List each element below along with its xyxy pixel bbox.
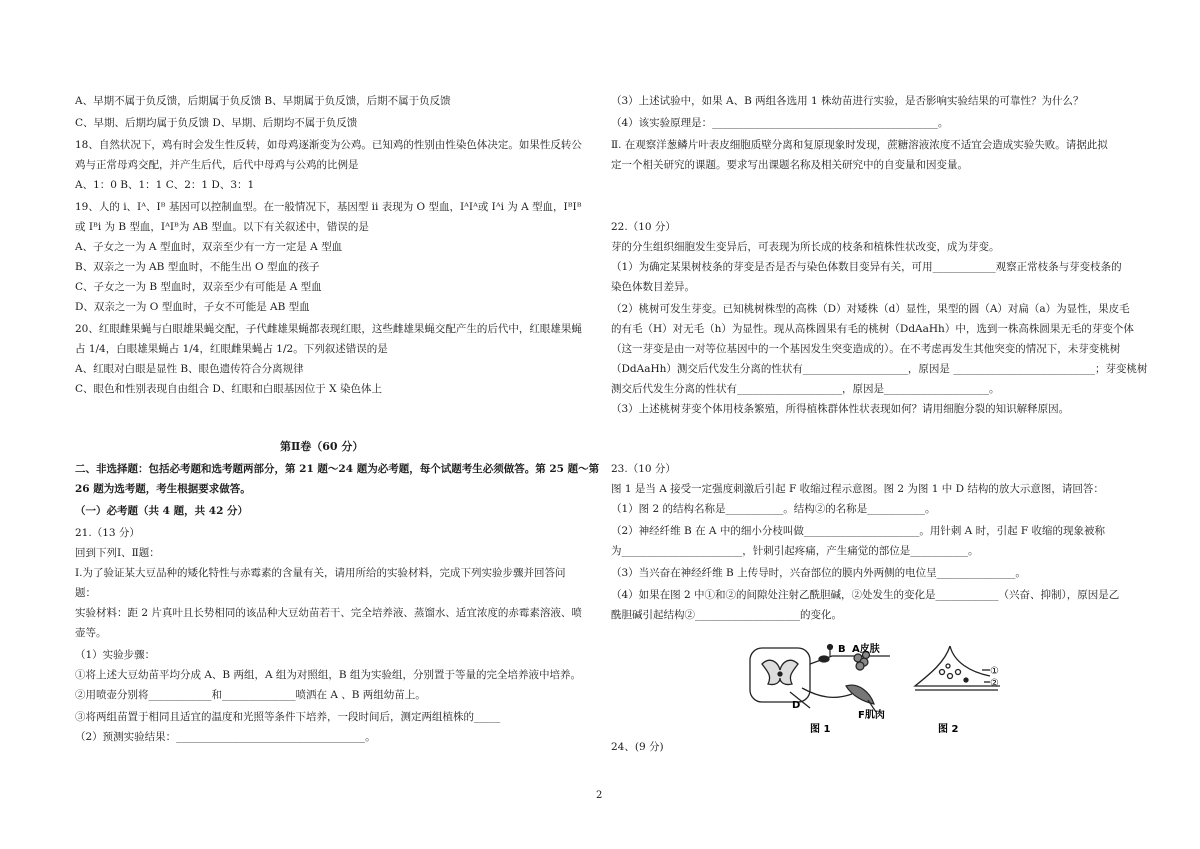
question-21-sub-4: （4）该实验原理是：___________________________________________。 [611,117,949,129]
question-20-options-cd: C、眼色和性别表现自由组合 D、红眼和白眼基因位于 X 染色体上 [75,383,382,395]
question-18-line-2: 鸡与正常母鸡交配，并产生后代，后代中母鸡与公鸡的比例是 [75,159,359,171]
question-21-prediction: （2）预测实验结果：____________________________________。 [75,731,376,743]
question-21-part1-line-1: Ⅰ.为了验证某大豆品种的矮化特性与赤霉素的含量有关，请用所给的实验材料，完成下列实验步骤并回答问 [75,567,566,579]
question-19-line-2: 或 Iᴮi 为 B 型血，IᴬIᴮ为 AB 型血。以下有关叙述中，错误的是 [75,221,369,233]
question-22-header: 22.（10 分） [611,221,676,233]
question-22-sub-1-line-1: （1）为确定某果树枝条的芽变是否是否与染色体数目变异有关，可用____________观察正常枝条与芽变枝条的 [611,261,1122,273]
label-structure-2: ② [990,678,999,689]
question-23-sub-3: （3）当兴奋在神经纤维 B 上传导时，兴奋部位的膜内外两侧的电位呈_______________。 [611,567,1026,579]
question-21-header: 21.（13 分） [75,527,140,539]
reflex-arc-figure [740,642,1030,736]
question-23-sub-1: （1）图 2 的结构名称是___________。结构②的名称是___________。 [611,503,936,515]
question-21-prompt: 回到下列Ⅰ、Ⅱ题： [75,547,160,559]
section-2-intro-line-2: 26 题为选考题，考生根据要求做答。 [75,483,251,495]
question-21-step-2: ②用喷壶分别将____________和______________喷洒在 A 、B 两组幼苗上。 [75,689,426,701]
label-a-skin: A皮肤 [852,644,880,655]
question-23-intro: 图 1 是当 A 接受一定强度刺激后引起 F 收缩过程示意图。图 2 为图 1 中 D 结构的放大示意图，请回答： [611,483,1104,495]
label-b: B [838,644,846,655]
question-20-line-1: 20、红眼雌果蝇与白眼雄果蝇交配，子代雌雄果蝇都表现红眼，这些雌雄果蝇交配产生的后代中，红眼雄果蝇 [75,323,582,335]
question-22-sub-3: （3）上述桃树芽变个体用枝条繁殖，所得植株群体性状表现如何？请用细胞分裂的知识解释原因。 [611,403,1070,415]
question-24-header: 24、(9 分) [611,741,664,753]
question-21-step-1: ①将上述大豆幼苗平均分成 A、B 两组，A 组为对照组，B 组为实验组，分别置于等量的完全培养液中培养。 [75,669,581,681]
question-22-sub-2-line-4: （DdAaHh）测交后代发生分离的性状有____________________，原因是 ___________________________；芽变桃树 [611,363,1148,375]
question-18-line-1: 18、自然状况下，鸡有时会发生性反转，如母鸡逐渐变为公鸡。已知鸡的性别由性染色体决定。如果性反转公 [75,139,582,151]
question-23-sub-2-line-2: 为_______________________，针刺引起疼痛，产生痛觉的部位是___________。 [611,545,979,557]
question-21-steps-heading: （1）实验步骤： [75,649,156,661]
label-structure-1: ① [990,666,999,677]
label-d: D [792,700,801,711]
figure-1-caption: 图 1 [810,724,831,735]
label-f-muscle: F肌肉 [858,710,885,721]
question-19-option-a: A、子女之一为 A 型血时，双亲至少有一方一定是 A 型血 [75,241,343,253]
question-21-part2-line-2: 定一个相关研究的课题。要求写出课题名称及相关研究中的自变量和因变量。 [611,159,968,171]
question-23-sub-2-line-1: （2）神经纤维 B 在 A 中的细小分枝叫做______________________。用针刺 A 时，引起 F 收缩的现象被称 [611,525,1106,537]
section-2-intro-line-1: 二、非选择题：包括必考题和选考题两部分，第 21 题～24 题为必考题，每个试题考生必须做答。第 25 题～第 [75,463,600,475]
question-21-sub-3: （3）上述试验中，如果 A、B 两组各选用 1 株幼苗进行实验，是否影响实验结果的可靠性？为什么？ [611,95,1084,107]
section-2-title: 第Ⅱ卷（60 分） [280,440,364,453]
page-number: 2 [596,790,603,801]
question-21-materials-line-2: 壶等。 [75,627,107,639]
question-23-sub-4-line-1: （4）如果在图 2 中①和②的间隙处注射乙酰胆碱，②处发生的变化是____________（兴奋、抑制），原因是乙 [611,589,1120,601]
question-18-options: A、1：0 B、1：1 C、2：1 D、3：1 [75,179,255,191]
question-22-sub-2-line-1: （2）桃树可发生芽变。已知桃树株型的高株（D）对矮株（d）显性，果型的圆（A）对扁（a）为显性，果皮毛 [611,303,1130,315]
question-23-sub-4-line-2: 酰胆碱引起结构②____________________的变化。 [611,609,842,621]
question-22-sub-2-line-5: 测交后代发生分离的性状有____________________，原因是____________________。 [611,383,1000,395]
required-questions-heading: （一）必考题（共 4 题，共 42 分） [75,505,249,517]
muscle-shape [846,685,876,712]
question-19-option-b: B、双亲之一为 AB 型血时，不能生出 O 型血的孩子 [75,261,320,273]
question-22-intro: 芽的分生组织细胞发生变异后，可表现为所长成的枝条和植株性状改变，成为芽变。 [611,241,1000,253]
question-19-option-d: D、双亲之一为 O 型血时，子女不可能是 AB 型血 [75,301,310,313]
question-23-header: 23.（10 分） [611,463,676,475]
question-19-option-c: C、子女之一为 B 型血时，双亲至少有可能是 A 型血 [75,281,322,293]
option-line-17ab: A、早期不属于负反馈，后期属于负反馈 B、早期属于负反馈，后期不属于负反馈 [75,95,451,107]
question-21-materials-line-1: 实验材料：距 2 片真叶且长势相同的该品种大豆幼苗若干、完全培养液、蒸馏水、适宜浓度的赤霉素溶液、喷 [75,607,582,619]
question-22-sub-2-line-2: 的有毛（H）对无毛（h）为显性。现从高株圆果有毛的桃树（DdAaHh）中，选到一株高株圆果无毛的芽变个体 [611,323,1134,335]
question-20-options-ab: A、红眼对白眼是显性 B、眼色遗传符合分离规律 [75,363,304,375]
option-line-17cd: C、早期、后期均属于负反馈 D、早期、后期均不属于负反馈 [75,117,358,129]
question-22-sub-1-line-2: 染色体数目差异。 [611,281,695,293]
question-21-part2-line-1: Ⅱ. 在观察洋葱鳞片叶表皮细胞质壁分离和复原现象时发现，蔗糖溶液浓度不适宜会造成实验失败。请据此拟 [611,139,1108,151]
question-20-line-2: 占 1/4，白眼雄果蝇占 1/4，红眼雌果蝇占 1/2。下列叙述错误的是 [75,343,388,355]
question-21-part1-line-2: 题： [75,587,96,599]
reflex-arc-diagram [740,642,1030,736]
synapse-diagram [915,646,1000,690]
figure-2-caption: 图 2 [938,724,959,735]
question-19-line-1: 19、人的 i、Iᴬ、Iᴮ 基因可以控制血型。在一般情况下，基因型 ii 表现为 O 型血，IᴬIᴬ或 Iᴬi 为 A 型血，IᴮIᴮ [75,201,582,213]
question-21-step-3: ③将两组苗置于相同且适宜的温度和光照等条件下培养，一段时间后，测定两组植株的_____ [75,711,501,723]
question-22-sub-2-line-3: （这一芽变是由一对等位基因中的一个基因发生突变造成的）。在不考虑再发生其他突变的情况下，未芽变桃树 [611,343,1121,355]
